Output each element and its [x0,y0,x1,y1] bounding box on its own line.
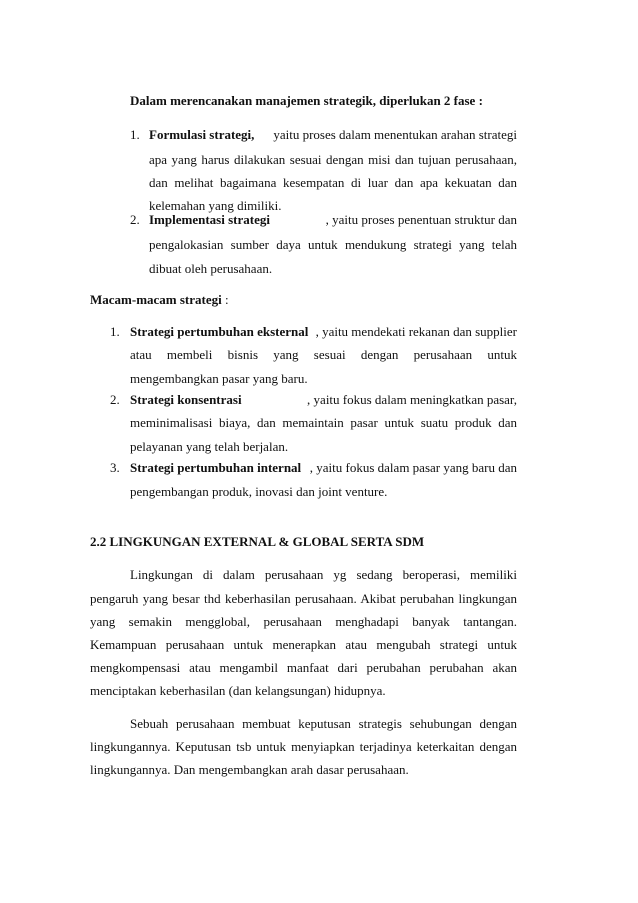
paragraph-1-line-6: menciptakan keberhasilan (dan kelangsungan) hidupnya. [90,683,386,698]
paragraph-2-line-2: lingkungannya. Keputusan tsb untuk menyiapkan terjadinya keterkaitan dengan [90,739,517,754]
strategy-1-text: , yaitu mendekati rekanan dan supplier [315,324,517,339]
phase-1-line-1 [149,127,517,143]
paragraph-2-line-3: lingkungannya. Dan mengembangkan arah dasar perusahaan. [90,762,409,777]
paragraph-2-line-1: Sebuah perusahaan membuat keputusan strategis sehubungan dengan [130,716,517,731]
strategy-2-text: , yaitu fokus dalam meningkatkan pasar, [307,392,517,407]
strategy-1-term: Strategi pertumbuhan eksternal [130,324,309,339]
strategies-heading [90,292,229,308]
strategies-heading-rest: : [221,292,229,307]
intro-text: Dalam merencanakan manajemen strategik, diperlukan 2 fase : [130,93,483,108]
phase-2-number: 2. [130,212,140,227]
strategy-2-line-2: meminimalisasi biaya, dan memaintain pasar untuk suatu produk dan [130,415,517,430]
strategy-2-line-3: pelayanan yang telah berjalan. [130,439,289,454]
phase-1-text: yaitu proses dalam menentukan arahan strategi [273,127,517,142]
strategy-1-line-3: mengembangkan pasar yang baru. [130,371,308,386]
strategy-3-text: , yaitu fokus dalam pasar yang baru dan [309,460,517,475]
paragraph-1-line-4: Kemampuan perusahaan untuk menerapkan atau mengubah strategi untuk [90,637,517,652]
strategy-1-line-1 [130,324,517,340]
section-heading: 2.2 LINGKUNGAN EXTERNAL & GLOBAL SERTA SDM [90,534,425,549]
strategy-2-number: 2. [110,392,120,407]
paragraph-1-line-2: pengaruh yang besar thd keberhasilan perusahaan. Akibat perubahan lingkungan [90,591,517,606]
phase-2-term: Implementasi strategi [149,212,270,227]
phase-1-line-4: kelemahan yang dimiliki. [149,198,282,213]
strategy-2-line-1 [130,392,517,408]
strategy-1-line-2: atau membeli bisnis yang sesuai dengan perusahaan untuk [130,347,517,362]
phase-1-number: 1. [130,127,140,142]
phase-2-line-3: dibuat oleh perusahaan. [149,261,273,276]
paragraph-1-line-3: yang semakin mengglobal, perusahaan menghadapi banyak tantangan. [90,614,517,629]
phase-1-line-2: apa yang harus dilakukan sesuai dengan misi dan tujuan perusahaan, [149,152,517,167]
strategy-3-term: Strategi pertumbuhan internal [130,460,302,475]
paragraph-1-line-5: mengkompensasi atau mengambil manfaat dari perubahan perubahan akan [90,660,517,675]
phase-2-text: , yaitu proses penentuan struktur dan [325,212,517,227]
strategy-3-line-2: pengembangan produk, inovasi dan joint venture. [130,484,388,499]
strategy-1-number: 1. [110,324,120,339]
strategy-2-term: Strategi konsentrasi [130,392,242,407]
strategies-heading-bold: Macam-macam strategi [90,292,222,307]
paragraph-1-line-1: Lingkungan di dalam perusahaan yg sedang beroperasi, memiliki [130,567,517,582]
phase-1-line-3: dan melihat bagaimana kesempatan di luar dan apa kekuatan dan [149,175,517,190]
phase-2-line-1 [149,212,517,228]
strategy-3-number: 3. [110,460,120,475]
phase-1-term: Formulasi strategi, [149,127,255,142]
phase-2-line-2: pengalokasian sumber daya untuk mendukung strategi yang telah [149,237,517,252]
strategy-3-line-1 [130,460,517,476]
